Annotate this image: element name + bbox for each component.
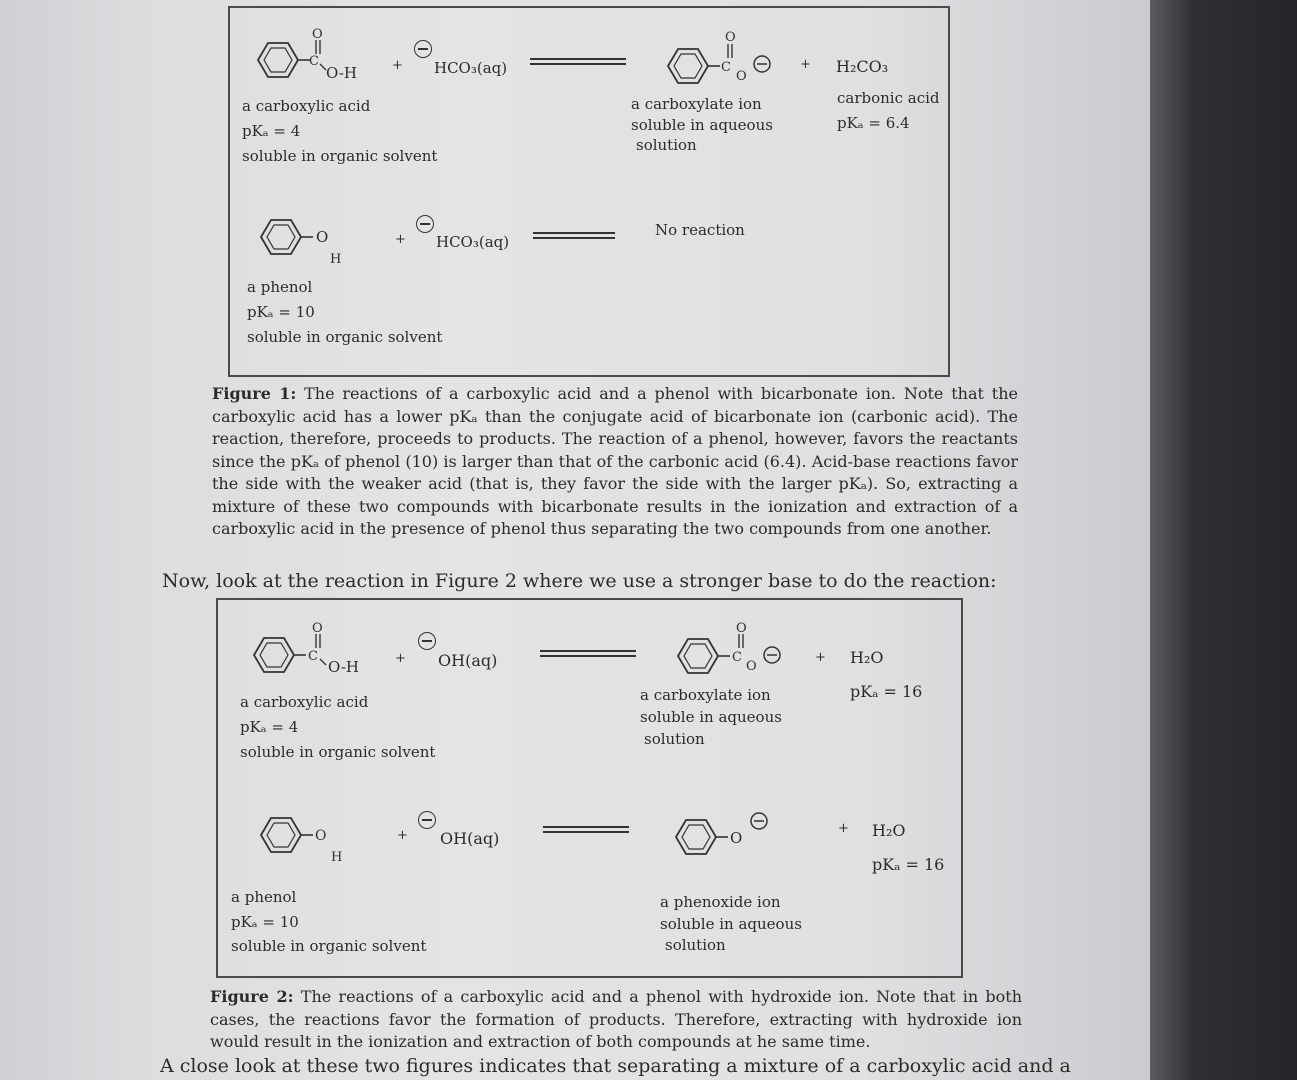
svg-text:O: O (312, 27, 323, 42)
carboxylate-ion-structure (658, 28, 788, 98)
fig2-ion-label-5: soluble in aqueous (660, 915, 802, 933)
fig2-phenol-label-3: soluble in organic solvent (231, 937, 427, 955)
fig2-equilibrium-arrow-1 (540, 650, 636, 658)
svg-text:H: H (331, 850, 343, 865)
fig1-acid-label-3: soluble in organic solvent (242, 147, 438, 165)
fig2-negative-charge-1 (418, 632, 436, 650)
fig1-equilibrium-arrow-1 (530, 58, 626, 66)
fig2-ion-label-4: a phenoxide ion (660, 893, 781, 911)
fig1-equilibrium-arrow-2 (533, 232, 615, 240)
svg-text:O: O (746, 659, 757, 674)
fig1-plus-2: + (800, 57, 811, 72)
fig2-ion-label-1: a carboxylate ion (640, 686, 771, 704)
fig2-phenol-label-1: a phenol (231, 888, 297, 906)
transition-paragraph: Now, look at the reaction in Figure 2 where we use a stronger base to do the reaction: (162, 570, 997, 592)
fig1-acid-label-1: a carboxylic acid (242, 97, 371, 115)
fig1-acid-label-2: pKₐ = 4 (242, 122, 301, 140)
fig1-reagent-2: HCO₃(aq) (436, 233, 510, 251)
svg-text:O: O (315, 828, 327, 844)
fig2-coproduct-label-2: pKₐ = 16 (872, 855, 945, 874)
fig2-coproduct-2: H₂O (872, 821, 906, 840)
fig1-coproduct-label-2: pKₐ = 6.4 (837, 114, 910, 132)
fig2-equilibrium-arrow-2 (543, 826, 629, 834)
figure1-caption (212, 383, 1018, 541)
fig1-phenol-label-3: soluble in organic solvent (247, 328, 443, 346)
fig1-negative-charge-1 (414, 40, 432, 58)
figure2-caption (210, 986, 1022, 1054)
fig2-plus-2: + (815, 650, 826, 665)
fig1-plus-3: + (395, 232, 406, 247)
phenoxide-ion-structure (670, 808, 780, 868)
phenol-structure-2 (255, 808, 355, 868)
svg-text:C: C (308, 649, 318, 664)
fig1-ion-label-1: a carboxylate ion (631, 95, 762, 113)
fig1-phenol-label-1: a phenol (247, 278, 313, 296)
figure2-caption-text: The reactions of a carboxylic acid and a phenol with hydroxide ion. Note that in both cases, the reactions favor the formation of products. Therefore, extracting with hydroxide ion would result in the ionization and extraction of both compounds at he same time. (210, 987, 1023, 1051)
svg-text:C: C (309, 54, 319, 69)
benzoic-acid-structure (248, 28, 368, 98)
fig2-coproduct-1: H₂O (850, 648, 884, 667)
svg-text:O: O (725, 30, 736, 45)
fig1-phenol-label-2: pKₐ = 10 (247, 303, 315, 321)
fig2-acid-label-3: soluble in organic solvent (240, 743, 436, 761)
fig1-acid-oh: O-H (326, 64, 357, 82)
carboxylate-ion-structure-2 (668, 620, 798, 690)
svg-text:O: O (736, 69, 747, 84)
fig2-phenol-label-2: pKₐ = 10 (231, 913, 299, 931)
fig1-negative-charge-2 (416, 215, 434, 233)
figure1-caption-title: Figure 1: (212, 384, 297, 403)
fig2-coproduct-label-1: pKₐ = 16 (850, 682, 923, 701)
screen-edge (1150, 0, 1297, 1080)
svg-text:O: O (312, 621, 323, 636)
fig2-acid-label-2: pKₐ = 4 (240, 718, 299, 736)
closing-paragraph: A close look at these two figures indicates that separating a mixture of a carboxylic acid and a (160, 1055, 1071, 1077)
fig1-phenol-o: O (316, 228, 329, 246)
fig2-ion-label-2: soluble in aqueous (640, 708, 782, 726)
fig2-reagent-2: OH(aq) (440, 829, 500, 848)
fig2-plus-3: + (397, 828, 408, 843)
fig1-reagent-1: HCO₃(aq) (434, 59, 508, 77)
fig2-phenoxide-o: O (730, 829, 743, 847)
fig2-plus-4: + (838, 821, 849, 836)
benzoic-acid-structure-2 (244, 620, 364, 690)
fig2-ion-label-3: solution (644, 730, 705, 748)
fig2-negative-charge-2 (418, 811, 436, 829)
svg-text:C: C (721, 60, 731, 75)
figure2-caption-title: Figure 2: (210, 987, 294, 1006)
svg-text:O: O (736, 621, 747, 636)
fig1-coproduct: H₂CO₃ (836, 57, 889, 76)
svg-text:C: C (732, 650, 742, 665)
fig2-acid-label-1: a carboxylic acid (240, 693, 369, 711)
fig2-plus-1: + (395, 651, 406, 666)
fig1-no-reaction: No reaction (655, 221, 745, 239)
fig1-phenol-h: H (330, 252, 342, 267)
fig1-ion-label-2: soluble in aqueous (631, 116, 773, 134)
figure1-caption-text: The reactions of a carboxylic acid and a phenol with bicarbonate ion. Note that the carboxylic acid has a lower pKₐ than the conjugate acid of bicarbonate ion (carbonic acid). The reaction, therefore, proceeds to products. The reaction of a phenol, however, favors the reactants since the pKₐ of phenol (10) is larger than that of the carbonic acid (6.4). Acid-base reactions favor the side with the weaker acid (that is, they favor the side with the larger pKₐ). So, extracting a mixture of these two compounds with bicarbonate results in the ionization and extraction of a carboxylic acid in the presence of phenol thus separating the two compounds from one another. (212, 384, 1018, 538)
fig1-coproduct-label-1: carbonic acid (837, 89, 940, 107)
fig2-ion-label-6: solution (665, 936, 726, 954)
fig1-ion-label-3: solution (636, 136, 697, 154)
fig1-plus-1: + (392, 58, 403, 73)
fig2-acid-oh: O-H (328, 658, 359, 676)
fig2-reagent-1: OH(aq) (438, 651, 498, 670)
